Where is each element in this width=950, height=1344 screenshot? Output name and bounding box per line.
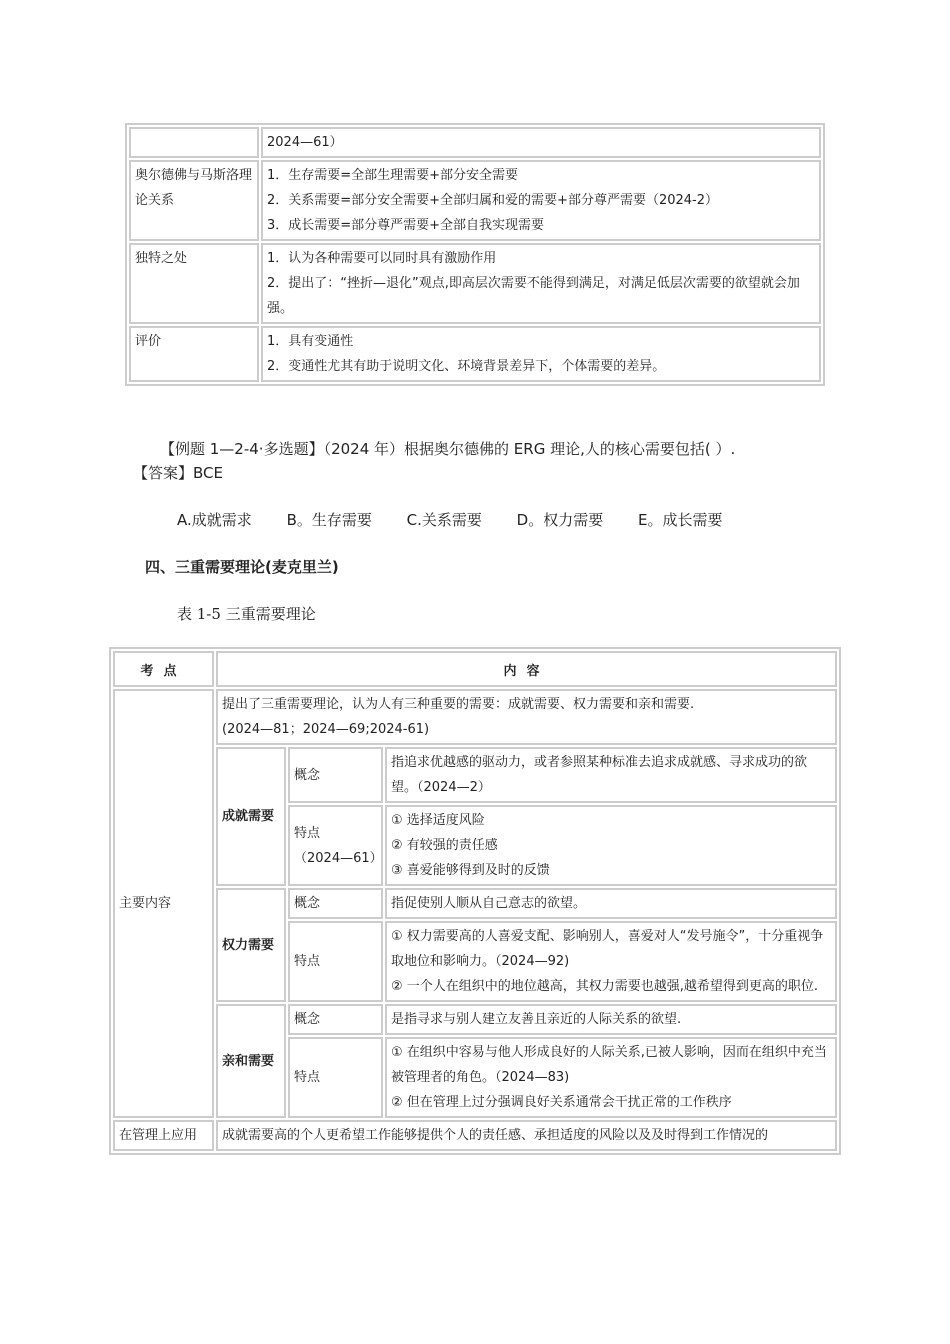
cell-line: ② 有较强的责任感	[391, 838, 498, 853]
need-name-achievement: 成就需要	[216, 747, 286, 886]
table-cell-key: 奥尔德佛与马斯洛理论关系	[129, 160, 259, 241]
cell-line: ① 在组织中容易与他人形成良好的人际关系,已被人影响，因而在组织中充当被管理者的角色。（2024—83)	[391, 1045, 827, 1085]
option-c: C.关系需要	[406, 511, 482, 529]
cell-line: 2．变通性尤其有助于说明文化、环境背景差异下，个体需要的差异。	[267, 359, 666, 374]
application-text: 成就需要高的个人更希望工作能够提供个人的责任感、承担适度的风险以及及时得到工作情况的	[216, 1120, 837, 1151]
cell-line: （2024—61）	[294, 850, 383, 866]
cell-line: ② 但在管理上过分强调良好关系通常会干扰正常的工作秩序	[391, 1095, 732, 1110]
cell-line: ③ 喜爱能够得到及时的反馈	[391, 863, 550, 878]
section-heading: 四、三重需要理论(麦克里兰)	[145, 558, 339, 576]
feature-label: 特点	[288, 1037, 383, 1118]
cell-line: 1．具有变通性	[267, 334, 354, 349]
table-row	[113, 689, 837, 745]
intro-cell	[216, 689, 837, 745]
table-row	[129, 160, 821, 241]
cell-line: ① 权力需要高的人喜爱支配、影响别人，喜爱对人“发号施令”，十分重视争取地位和影响力。（2024—92)	[391, 929, 824, 969]
option-e: E。成长需要	[638, 511, 723, 529]
table-row	[113, 747, 837, 803]
table-cell-key	[129, 127, 259, 158]
example-question: 【例题 1—2-4·多选题】（2024 年）根据奥尔德佛的 ERG 理论,人的核心需要包括( ）.	[160, 440, 736, 458]
need-name-affiliation: 亲和需要	[216, 1004, 286, 1118]
answer: 【答案】BCE	[133, 464, 223, 482]
feature-text	[385, 805, 837, 886]
cell-line: 2．提出了：“挫折—退化”观点,即高层次需要不能得到满足，对满足低层次需要的欲望就会加强。	[267, 276, 800, 316]
feature-label: 特点	[288, 921, 383, 1002]
cell-line: 提出了三重需要理论，认为人有三种重要的需要：成就需要、权力需要和亲和需要.	[222, 697, 695, 712]
table-caption: 表 1-5 三重需要理论	[177, 605, 316, 623]
table-row	[129, 326, 821, 382]
header-col-key: 考点	[113, 651, 214, 687]
table-cell-key: 主要内容	[113, 689, 214, 1118]
feature-text	[385, 1037, 837, 1118]
concept-text: 是指寻求与别人建立友善且亲近的人际关系的欲望.	[385, 1004, 837, 1035]
cell-line: (2024—81；2024—69;2024-61)	[222, 722, 430, 737]
cell-line: 3．成长需要=部分尊严需要+全部自我实现需要	[267, 218, 545, 233]
concept-text: 指追求优越感的驱动力，或者参照某种标准去追求成就感、寻求成功的欲望。（2024—2）	[385, 747, 837, 803]
feature-text	[385, 921, 837, 1002]
table-cell-content	[261, 243, 821, 324]
table-cell-content	[261, 326, 821, 382]
cell-line: ① 选择适度风险	[391, 813, 485, 828]
table-cell-key: 独特之处	[129, 243, 259, 324]
table-cell-content	[261, 127, 821, 158]
concept-label: 概念	[288, 888, 383, 919]
table-row	[113, 1120, 837, 1151]
option-b: B。生存需要	[286, 511, 372, 529]
cell-line: 2．关系需要=部分安全需要+全部归属和爱的需要+部分尊严需要（2024-2）	[267, 193, 718, 208]
three-needs-table	[109, 647, 841, 1155]
concept-label: 概念	[288, 1004, 383, 1035]
option-d: D。权力需要	[516, 511, 604, 529]
table-row	[129, 243, 821, 324]
table-cell-key: 在管理上应用	[113, 1120, 214, 1151]
cell-line: ② 一个人在组织中的地位越高，其权力需要也越强,越希望得到更高的职位.	[391, 979, 819, 994]
concept-label: 概念	[288, 747, 383, 803]
cell-line: 1．认为各种需要可以同时具有激励作用	[267, 251, 497, 266]
table-cell-key: 评价	[129, 326, 259, 382]
table-row	[113, 888, 837, 919]
concept-text: 指促使别人顺从自己意志的欲望。	[385, 888, 837, 919]
answer-options	[177, 508, 753, 532]
header-col-content: 内容	[216, 651, 837, 687]
option-a: A.成就需求	[177, 511, 252, 529]
table-header-row	[113, 651, 837, 687]
table-cell-content	[261, 160, 821, 241]
table-row	[113, 1004, 837, 1035]
feature-label	[288, 805, 383, 886]
erg-table	[125, 123, 825, 386]
cell-line: 2024—61）	[267, 135, 343, 150]
cell-line: 特点	[294, 825, 321, 841]
table-row	[129, 127, 821, 158]
cell-line: 1．生存需要=全部生理需要+部分安全需要	[267, 168, 519, 183]
need-name-power: 权力需要	[216, 888, 286, 1002]
